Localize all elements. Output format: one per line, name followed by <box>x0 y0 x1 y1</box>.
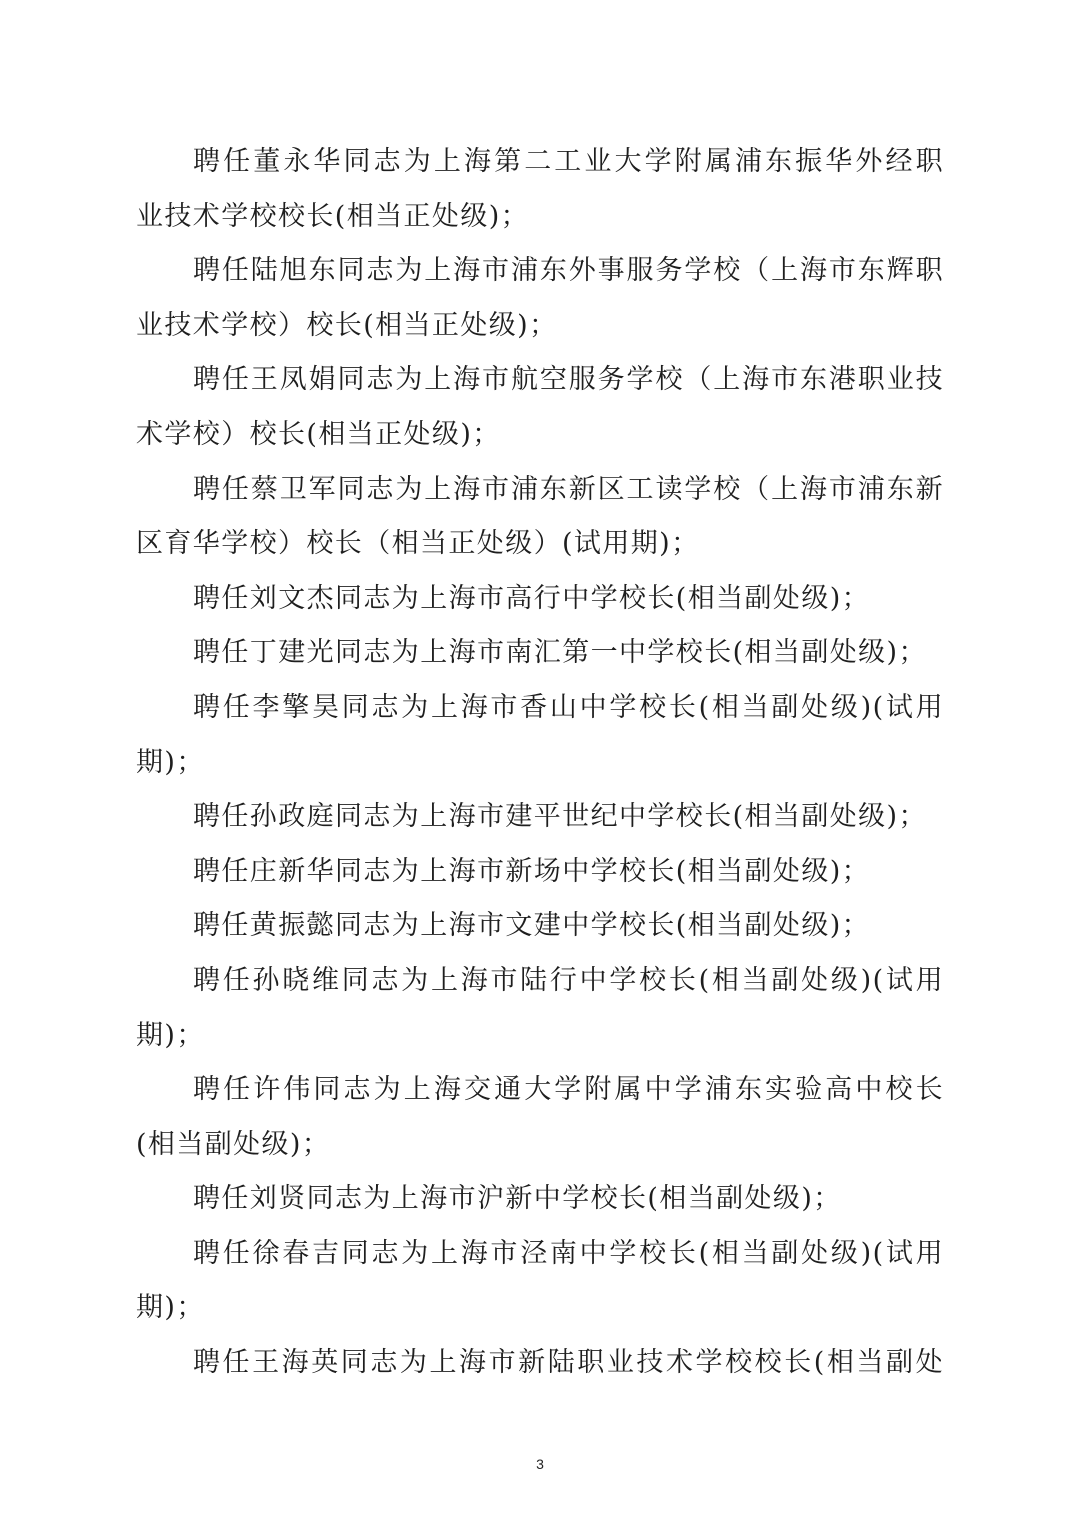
paragraph-line: 聘任王海英同志为上海市新陆职业技术学校校长(相当副处 <box>193 1347 944 1379</box>
paragraph-line: 业技术学校校长(相当正处级)； <box>136 200 530 232</box>
paragraph-line: 聘任刘贤同志为上海市沪新中学校长(相当副处级)； <box>193 1183 842 1215</box>
paragraph-line: 期)； <box>136 1292 205 1324</box>
paragraph-line: 业技术学校）校长(相当正处级)； <box>136 309 558 341</box>
appointment-paragraph <box>136 845 944 900</box>
appointment-paragraph <box>136 790 944 845</box>
appointment-paragraph <box>136 1227 944 1336</box>
appointment-paragraph <box>136 1063 944 1172</box>
paragraph-line: 聘任黄振懿同志为上海市文建中学校长(相当副处级)； <box>193 910 871 942</box>
paragraph-line: 期)； <box>136 1019 205 1051</box>
appointment-paragraph <box>136 681 944 790</box>
paragraph-line: 聘任李擎昊同志为上海市香山中学校长(相当副处级)(试用 <box>193 691 944 723</box>
paragraph-line: 聘任王凤娟同志为上海市航空服务学校（上海市东港职业技 <box>193 364 944 396</box>
paragraph-line: 聘任董永华同志为上海第二工业大学附属浦东振华外经职 <box>193 146 944 177</box>
appointment-paragraph <box>136 954 944 1063</box>
paragraph-line: 期)； <box>136 746 205 778</box>
appointment-paragraph <box>136 244 944 353</box>
appointment-paragraph <box>136 353 944 462</box>
paragraph-line: 聘任刘文杰同志为上海市高行中学校长(相当副处级)； <box>193 582 871 614</box>
paragraph-line: 区育华学校）校长（相当正处级）(试用期)； <box>136 528 700 560</box>
document-body <box>136 135 944 1391</box>
appointment-paragraph <box>136 1172 944 1227</box>
paragraph-line: 聘任孙政庭同志为上海市建平世纪中学校长(相当副处级)； <box>193 801 927 833</box>
paragraph-line: 聘任庄新华同志为上海市新场中学校长(相当副处级)； <box>193 855 871 887</box>
paragraph-line: 聘任孙晓维同志为上海市陆行中学校长(相当副处级)(试用 <box>193 964 944 996</box>
paragraph-line: 聘任徐春吉同志为上海市泾南中学校长(相当副处级)(试用 <box>193 1237 944 1269</box>
appointment-paragraph <box>136 463 944 572</box>
paragraph-line: 聘任陆旭东同志为上海市浦东外事服务学校（上海市东辉职 <box>193 255 944 287</box>
appointment-paragraph <box>136 572 944 627</box>
paragraph-line: (相当副处级)； <box>136 1128 331 1160</box>
paragraph-line: 聘任许伟同志为上海交通大学附属中学浦东实验高中校长 <box>193 1074 944 1106</box>
appointment-paragraph <box>136 899 944 954</box>
paragraph-line: 聘任蔡卫军同志为上海市浦东新区工读学校（上海市浦东新 <box>193 473 944 505</box>
appointment-paragraph <box>136 1336 944 1391</box>
paragraph-line: 聘任丁建光同志为上海市南汇第一中学校长(相当副处级)； <box>193 637 927 669</box>
appointment-paragraph <box>136 135 944 244</box>
appointment-paragraph <box>136 626 944 681</box>
page-number: 3 <box>536 1456 544 1472</box>
paragraph-line: 术学校）校长(相当正处级)； <box>136 418 501 450</box>
